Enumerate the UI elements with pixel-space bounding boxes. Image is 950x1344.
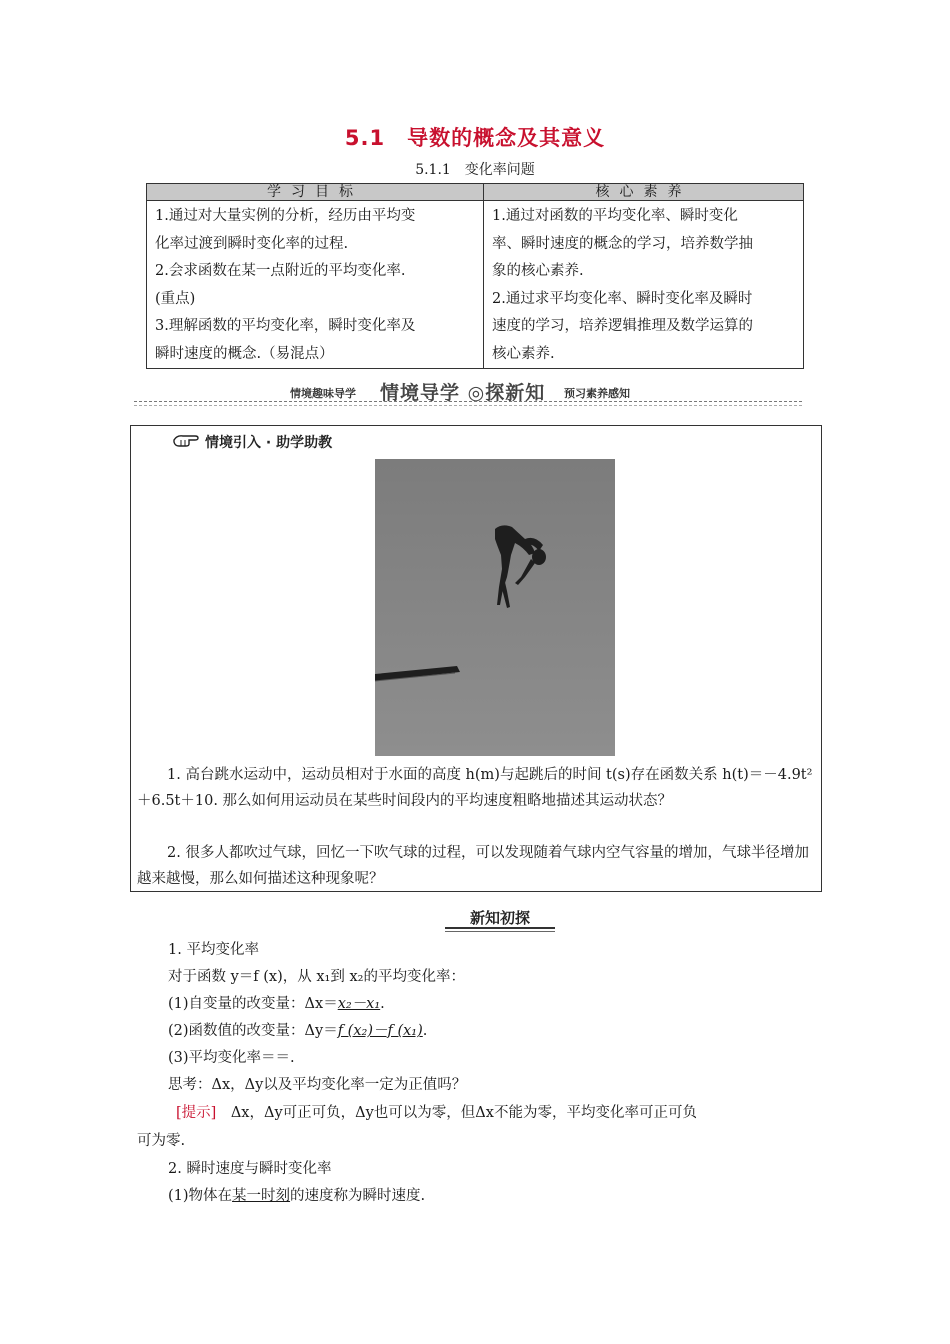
literacy-line: 速度的学习，培养逻辑推理及数学运算的 bbox=[492, 318, 753, 334]
literacy-line: 象的核心素养. bbox=[492, 263, 584, 279]
blank-answer: 某一时刻 bbox=[232, 1188, 291, 1204]
page-title: 5.1 导数的概念及其意义 bbox=[344, 126, 606, 150]
heading-average-rate: 1. 平均变化率 bbox=[168, 942, 259, 958]
item-2-line bbox=[168, 1021, 427, 1041]
item-text: (1)自变量的改变量：Δx＝ bbox=[168, 996, 338, 1012]
banner-main-text: 情境导学 ◎探新知 bbox=[380, 382, 546, 404]
item-text: (2)函数值的改变量：Δy＝ bbox=[168, 1023, 338, 1039]
heading-instantaneous-rate: 2. 瞬时速度与瞬时变化率 bbox=[168, 1161, 332, 1177]
item-instantaneous-line bbox=[168, 1186, 425, 1206]
core-literacy-text bbox=[484, 201, 803, 368]
hint-label: [提示] bbox=[176, 1105, 217, 1121]
item-text: (1)物体在 bbox=[168, 1188, 233, 1204]
blank-answer: f (x₂)－f (x₁) bbox=[337, 1023, 423, 1039]
literacy-line: 2.通过求平均变化率、瞬时变化率及瞬时 bbox=[492, 290, 753, 307]
hint-line-continued: 可为零. bbox=[137, 1133, 186, 1149]
intro-tag-label: 情境引入 · 助学助教 bbox=[205, 435, 333, 451]
diver-photo bbox=[375, 459, 615, 756]
pointing-hand-icon bbox=[173, 433, 199, 451]
learning-goals-text bbox=[147, 201, 483, 368]
section-heading-rule bbox=[445, 931, 555, 932]
banner-right-text: 预习素养感知 bbox=[564, 387, 630, 400]
item-3-line: (3)平均变化率＝＝. bbox=[168, 1050, 295, 1066]
banner-divider bbox=[134, 401, 802, 402]
literacy-line: 率、瞬时速度的概念的学习，培养数学抽 bbox=[492, 235, 753, 252]
goal-line: 1.通过对大量实例的分析，经历由平均变 bbox=[155, 208, 416, 224]
item-1-line bbox=[168, 994, 385, 1014]
hint-text: Δx，Δy可正可负，Δy也可以为零，但Δx不能为零，平均变化率可正可负 bbox=[216, 1105, 697, 1121]
definition-line: 对于函数 y＝f (x)，从 x₁到 x₂的平均变化率： bbox=[168, 969, 465, 985]
intro-tag bbox=[173, 432, 332, 452]
hint-line bbox=[176, 1103, 697, 1123]
section-heading-label: 新知初探 bbox=[469, 909, 530, 927]
item-text: . bbox=[380, 996, 385, 1012]
goal-line: 2.会求函数在某一点附近的平均变化率. bbox=[155, 263, 406, 279]
goal-line: 化率过渡到瞬时变化率的过程. bbox=[155, 235, 349, 252]
goal-line: (重点) bbox=[155, 290, 196, 307]
intro-paragraph-2: 2. 很多人都吹过气球，回忆一下吹气球的过程，可以发现随着气球内空气容量的增加，气球半径增加越来越慢，那么如何描述这种现象呢？ bbox=[137, 845, 809, 887]
section-heading bbox=[445, 907, 555, 929]
literacy-line: 核心素养. bbox=[492, 345, 555, 362]
intro-paragraph-1: 1. 高台跳水运动中，运动员相对于水面的高度 h(m)与起跳后的时间 t(s)存在函数关系 h(t)＝－4.9t²＋6.5t＋10. 那么如何用运动员在某些时间段内的平均速度粗略地描述其运动状态？ bbox=[137, 767, 813, 809]
section-heading-rule bbox=[445, 927, 555, 929]
page-subtitle: 5.1.1 变化率问题 bbox=[415, 162, 535, 178]
goal-line: 瞬时速度的概念.（易混点） bbox=[155, 345, 334, 362]
table-header-learning-goals: 学习目标 bbox=[147, 184, 483, 201]
literacy-line: 1.通过对函数的平均变化率、瞬时变化 bbox=[492, 208, 738, 224]
question-line: 思考：Δx，Δy以及平均变化率一定为正值吗？ bbox=[168, 1077, 467, 1093]
goals-column-left bbox=[147, 184, 484, 368]
blank-answer: x₂－x₁ bbox=[337, 996, 381, 1012]
banner-divider bbox=[134, 405, 802, 406]
section-banner bbox=[134, 378, 802, 408]
goals-table bbox=[146, 183, 804, 369]
item-text: . bbox=[422, 1023, 428, 1039]
goals-column-right bbox=[484, 184, 803, 368]
item-text: 的速度称为瞬时速度. bbox=[290, 1188, 426, 1204]
goal-line: 3.理解函数的平均变化率，瞬时变化率及 bbox=[155, 318, 416, 334]
banner-left-text: 情境趣味导学 bbox=[290, 387, 356, 400]
table-header-core-literacy: 核心素养 bbox=[484, 184, 803, 201]
intro-box bbox=[130, 425, 822, 892]
